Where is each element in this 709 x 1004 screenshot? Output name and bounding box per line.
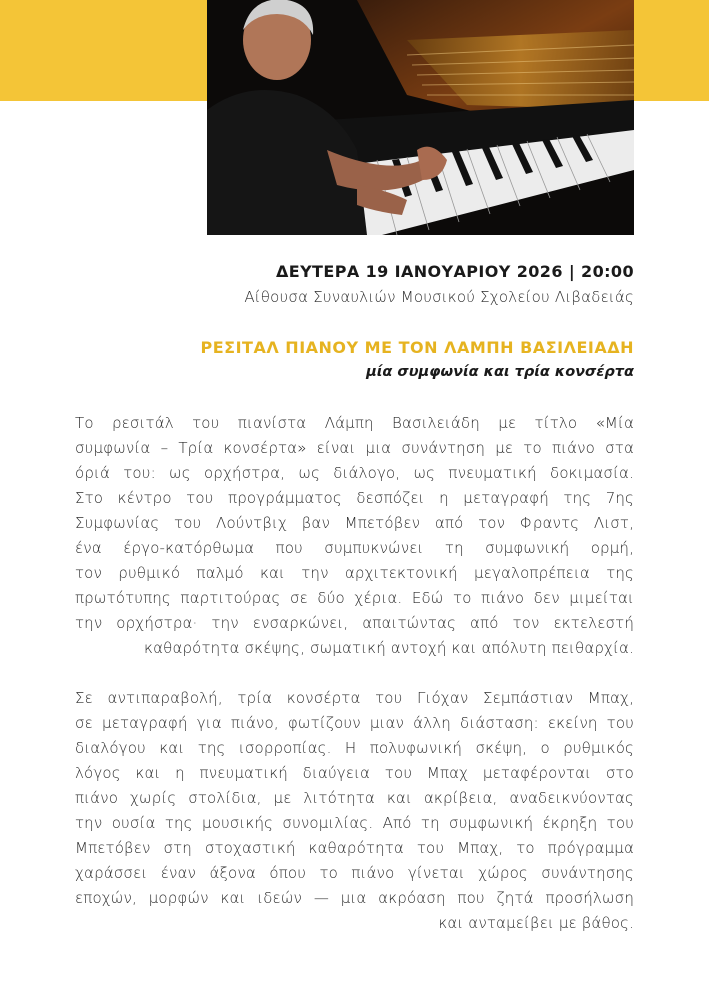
event-venue: Αίθουσα Συναυλιών Μουσικού Σχολείου Λιβαδειάς	[244, 288, 634, 306]
description-paragraph-2	[75, 686, 634, 936]
text-line: την ορχήστρα· την ενσαρκώνει, απαιτώντας από τον εκτελεστή	[75, 614, 634, 632]
text-line: Στο κέντρο του προγράμματος δεσπόζει η μεταγραφή της 7ης	[75, 489, 634, 507]
text-line: συμφωνία – Τρία κονσέρτα» είναι μια συνάντηση με το πιάνο στα	[75, 439, 634, 457]
text-line: καθαρότητα σκέψης, σωματική αντοχή και απόλυτη πειθαρχία.	[144, 639, 634, 657]
text-line: Μπετόβεν στη στοχαστική καθαρότητα του Μπαχ, το πρόγραμμα	[75, 839, 634, 857]
event-date-time: ΔΕΥΤΕΡΑ 19 ΙΑΝΟΥΑΡΙΟΥ 2026 | 20:00	[275, 262, 634, 281]
text-line: διαλόγου και της ισορροπίας. Η πολυφωνική σκέψη, ο ρυθμικός	[75, 739, 634, 757]
text-line: εποχών, μορφών και ιδεών — μια ακρόαση που ζητά προσήλωση	[75, 889, 634, 907]
pianist-at-piano-image	[207, 0, 634, 235]
text-line: ένα έργο-κατόρθωμα που συμπυκνώνει τη συμφωνική ορμή,	[75, 539, 634, 557]
description-paragraph-1	[75, 411, 634, 661]
text-line: τον ρυθμικό παλμό και την αρχιτεκτονική μεγαλοπρέπεια της	[75, 564, 634, 582]
text-line: πρωτότυπης παρτιτούρας σε δύο χέρια. Εδώ το πιάνο δεν μιμείται	[75, 589, 634, 607]
text-line: Το ρεσιτάλ του πιανίστα Λάμπη Βασιλειάδη με τίτλο «Μία	[75, 414, 634, 432]
text-line: Σε αντιπαραβολή, τρία κονσέρτα του Γιόχαν Σεμπάστιαν Μπαχ,	[75, 689, 634, 707]
text-line: την ουσία της μουσικής συνομιλίας. Από τη συμφωνική έκρηξη του	[75, 814, 634, 832]
text-line: όριά του: ως ορχήστρα, ως διάλογο, ως πνευματική δοκιμασία.	[75, 464, 634, 482]
text-line: Συμφωνίας του Λούντβιχ βαν Μπετόβεν από τον Φραντς Λιστ,	[75, 514, 634, 532]
text-line: πιάνο χωρίς στολίδια, με λιτότητα και ακρίβεια, αναδεικνύοντας	[75, 789, 634, 807]
pianist-photo	[207, 0, 634, 235]
text-line: χαράσσει έναν άξονα όπου το πιάνο γίνεται χώρος συνάντησης	[75, 864, 634, 882]
text-line: σε μεταγραφή για πιάνο, φωτίζουν μιαν άλλη διάσταση: εκείνη του	[75, 714, 634, 732]
text-line: λόγος και η πνευματική διαύγεια του Μπαχ μεταφέρονται στο	[75, 764, 634, 782]
event-title: ΡΕΣΙΤΑΛ ΠΙΑΝΟΥ ΜΕ ΤΟΝ ΛΑΜΠΗ ΒΑΣΙΛΕΙΑΔΗ	[200, 338, 634, 357]
event-subtitle: μία συμφωνία και τρία κονσέρτα	[366, 364, 634, 380]
text-line: και ανταμείβει με βάθος.	[438, 914, 634, 932]
